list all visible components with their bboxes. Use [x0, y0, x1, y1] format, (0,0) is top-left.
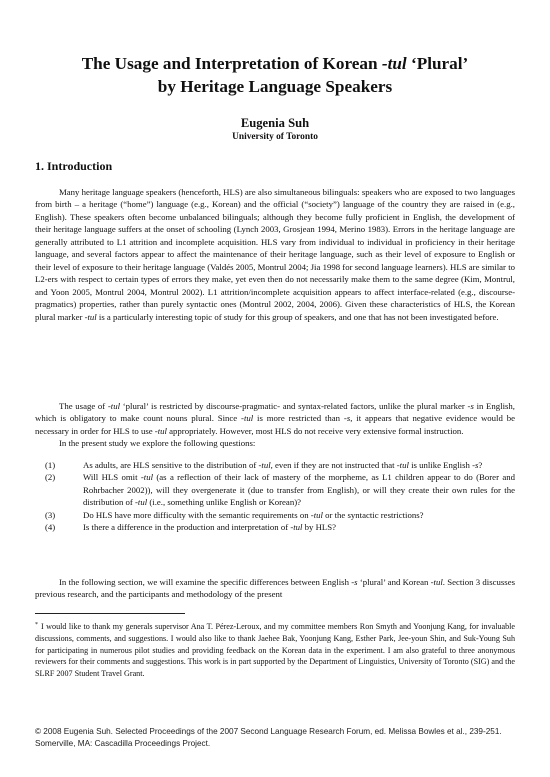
author-name: Eugenia Suh: [240, 116, 310, 130]
p2-text-d: is more restricted than: [253, 413, 344, 424]
p1-text-b: is a particularly interesting topic of study for this group of speakers, and one that has not been investigated before.: [96, 311, 499, 322]
q-text: (as a reflection of their lack of mastery of the morpheme, as L1 children appear to do (Borer and Rohrbacher 2002)), will they overgenerate it (due to transfer from English), or will they create their own rules for the distribution of: [83, 472, 515, 508]
intro-paragraph-2: [35, 400, 515, 437]
p2-italic-b: -s: [467, 401, 474, 411]
q-text: Is there a difference in the production and interpretation of: [83, 522, 291, 533]
footnote: [35, 621, 515, 680]
q-text: ?: [478, 460, 483, 470]
p2-text-a: The usage of: [59, 401, 108, 411]
p1-italic-a: -tul: [84, 311, 97, 322]
p4-text-a: In the following section, we will examine the specific differences between English: [59, 577, 352, 587]
q-italic: -tul: [140, 472, 154, 483]
p2-italic-d: -s: [343, 413, 351, 424]
q-text: (i.e., something unlike English or Korean)?: [147, 497, 301, 508]
p4-italic-b: -tul: [430, 577, 443, 587]
p2-italic-c: -tul: [241, 413, 254, 424]
section-heading: 1. Introduction: [35, 159, 113, 173]
p2-text-e: , it appears that negative evidence would be necessary in order for HLS to use: [35, 413, 515, 436]
p4-text-c: . Section 3 discusses previous research, and the participants and methodology of the present: [35, 577, 515, 600]
list-item: [35, 521, 515, 533]
title-line1-post: ‘Plural’: [406, 54, 469, 73]
author-affiliation: University of Toronto: [232, 132, 318, 142]
question-number: (4): [45, 522, 56, 533]
paper-title: [40, 52, 510, 98]
q-italic: -tul: [310, 509, 323, 520]
q-italic: -tul: [290, 522, 303, 533]
footnote-marker: *: [35, 622, 38, 628]
research-questions-list: [35, 459, 515, 534]
intro-paragraph-1: [35, 186, 515, 323]
p3-text: In the present study we explore the following questions:: [59, 438, 256, 448]
p2-italic-a: -tul: [107, 401, 121, 411]
q-text: is unlike English: [408, 460, 473, 470]
q-text: Will HLS omit: [83, 472, 141, 483]
q-italic: -tul: [258, 460, 271, 470]
p2-italic-e: -tul: [154, 425, 167, 436]
p2-text-f: appropriately. However, most HLS do not receive very extensive formal instruction.: [166, 425, 464, 436]
title-line1-italic: -tul: [381, 54, 407, 73]
title-line1-pre: The Usage and Interpretation of Korean: [81, 54, 382, 73]
question-number: (1): [45, 460, 56, 470]
q-text: As adults, are HLS sensitive to the distribution of: [83, 460, 259, 470]
copyright-notice: © 2008 Eugenia Suh. Selected Proceedings of the 2007 Second Language Research Forum, ed. Melissa Bowles et al., 239-251. Somerville, MA: Cascadilla Proceedings Project.: [35, 727, 502, 748]
footnote-text: I would like to thank my generals supervisor Ana T. Pérez-Leroux, and my committee members Ron Smyth and Yoonjung Kang, for invaluable discussions, comments, and suggestions. I would also like to thank Jaehee Bak, Yoonjung Kang, Esther Park, Jee-youn Shin, and Suk-Young Suh for participating in numerous pilot studies and providing feedback on the Korean data in the experiment. I am also grateful to three anonymous reviewers for their comments and suggestions. This work is in part supported by the Department of Linguistics, University of Toronto (SIG) and the SLRF 2007 Student Travel Grant.: [35, 622, 515, 678]
p1-text-a: Many heritage language speakers (henceforth, HLS) are also simultaneous bilinguals: speakers who are exposed to two languages from birth – a heritage (“home”) language (e.g., Korean) and the official (“society”) language of the country they are raised in (e.g., English). These speakers often become unbalanced bilinguals; although they become fully proficient in English, the development of their heritage language suffers at the onset of schooling (Lynch 2003, Grosjean 1994, Merino 1983). Errors in the heritage language are generally attributed to L1 attrition and incomplete acquisition. HLS vary from individual to individual in proficiency in their heritage language, and several factors appear to affect the maintenance of their heritage language, such as their level of exposure to English or their level of exposure to their heritage language (Valdés 2005, Montrul 2004; Jia 1998 for second language learners). HLS are similar to L2-ers with respect to certain types of errors they make, yet even then do not necessarily make them to the same degree (Kim, Montrul, and Yoon 2005, Montrul 2004, Montrul 2002). L1 attrition/incomplete acquisition appears to affect interface-related (e.g., discourse-pragmatics) properties, rather than purely syntactic ones (Montrul 2002, 2004, 2006). Given these characteristics of HLS, the Korean plural marker: [35, 187, 515, 322]
title-line2: by Heritage Language Speakers: [157, 77, 393, 96]
p4-text-b: ‘plural’ and Korean: [357, 577, 431, 587]
q-italic: -tul: [396, 460, 409, 470]
question-number: (3): [45, 509, 56, 520]
question-number: (2): [45, 472, 56, 483]
p2-text-c: in English, which is obligatory to make count nouns plural. Since: [35, 401, 515, 424]
q-italic: -s: [472, 460, 479, 470]
q-italic: -tul: [135, 497, 148, 508]
intro-paragraph-4: [35, 576, 515, 601]
q-text: , even if they are not instructed that: [270, 460, 397, 470]
list-item: [35, 459, 515, 471]
p2-text-b: ‘plural’ is restricted by discourse-pragmatic- and syntax-related factors, unlike the plural marker: [120, 401, 468, 411]
q-text: Do HLS have more difficulty with the semantic requirements on: [83, 509, 311, 520]
list-item: [35, 471, 515, 508]
intro-paragraph-3: [35, 437, 515, 449]
p4-italic-a: -s: [351, 577, 358, 587]
footnote-divider: [35, 613, 185, 614]
list-item: [35, 509, 515, 521]
q-text: by HLS?: [302, 522, 337, 533]
q-text: or the syntactic restrictions?: [322, 509, 424, 520]
